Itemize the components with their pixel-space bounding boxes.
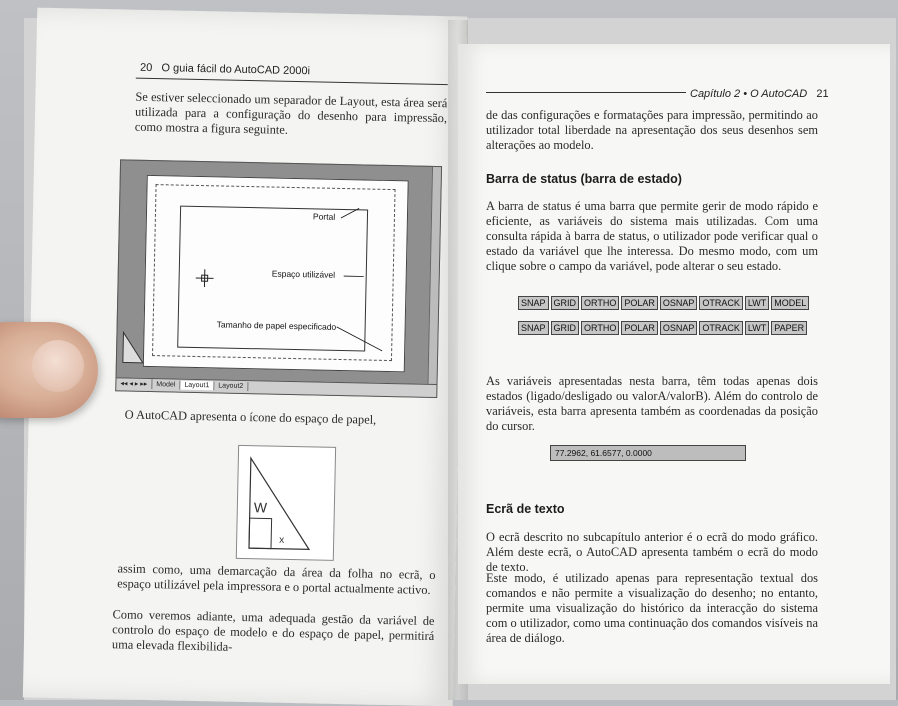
status-bar-paper bbox=[518, 321, 807, 335]
vertical-scrollbar[interactable] bbox=[427, 167, 441, 385]
left-paragraph-3: assim como, uma demarcação da área da folha no ecrã, o espaço utilizável pela impressora e o portal actualmente activo. bbox=[117, 561, 436, 598]
status-toggle-polar[interactable]: POLAR bbox=[621, 296, 658, 310]
tab-layout2[interactable]: Layout2 bbox=[214, 381, 248, 391]
label-portal: Portal bbox=[313, 211, 335, 221]
layout-tabs bbox=[116, 377, 436, 397]
left-page-header bbox=[140, 62, 310, 78]
tab-model[interactable]: Model bbox=[152, 380, 180, 390]
status-toggle-osnap[interactable]: OSNAP bbox=[660, 296, 698, 310]
right-page-number: 21 bbox=[816, 88, 828, 100]
left-page-number: 20 bbox=[140, 62, 152, 74]
status-toggle-otrack[interactable]: OTRACK bbox=[699, 296, 743, 310]
status-toggle-model[interactable]: MODEL bbox=[771, 296, 809, 310]
left-running-head: O guia fácil do AutoCAD 2000i bbox=[161, 62, 310, 77]
status-toggle-osnap[interactable]: OSNAP bbox=[660, 321, 698, 335]
label-tamanho: Tamanho de papel especificado bbox=[217, 319, 337, 332]
status-toggle-paper[interactable]: PAPER bbox=[771, 321, 807, 335]
right-paragraph-2: A barra de status é uma barra que permite gerir de modo rápido e eficiente, as variáveis do sistema mais utilizadas. Com uma consulta rápida à barra de status, o utilizador pode verificar qual o estado da variável que lhe interessa. Do mesmo modo, com um clique sobre o campo da variável, pode alterar o seu estado. bbox=[486, 199, 818, 274]
thumbnail bbox=[32, 340, 84, 392]
left-paragraph-2: O AutoCAD apresenta o ícone do espaço de papel, bbox=[125, 407, 437, 429]
coordinates-display: 77.2962, 61.6577, 0.0000 bbox=[550, 445, 746, 461]
right-header-rule bbox=[486, 92, 686, 93]
paper-space-icon bbox=[237, 446, 335, 560]
svg-text:x: x bbox=[279, 535, 284, 546]
status-toggle-polar[interactable]: POLAR bbox=[621, 321, 658, 335]
left-paragraph-4: Como veremos adiante, uma adequada gestão da variável de controlo do espaço de modelo e do espaço de papel, permitirá uma elevada flexibilida- bbox=[112, 607, 435, 659]
status-toggle-snap[interactable]: SNAP bbox=[518, 296, 549, 310]
status-toggle-snap[interactable]: SNAP bbox=[518, 321, 549, 335]
svg-text:W: W bbox=[254, 499, 268, 515]
status-toggle-lwt[interactable]: LWT bbox=[745, 321, 769, 335]
tab-layout1[interactable]: Layout1 bbox=[180, 381, 214, 391]
right-page bbox=[458, 44, 890, 684]
layout-figure bbox=[115, 159, 442, 398]
left-paragraph-1: Se estiver seleccionado um separador de Layout, esta área será utilizada para a configuração do desenho para impressão, como mostra a figura seguinte. bbox=[135, 90, 448, 142]
status-toggle-grid[interactable]: GRID bbox=[551, 321, 580, 335]
heading-text-screen: Ecrã de texto bbox=[486, 502, 565, 516]
status-bar-model bbox=[518, 296, 809, 310]
thumb bbox=[0, 322, 98, 418]
heading-status-bar: Barra de status (barra de estado) bbox=[486, 172, 682, 186]
right-paragraph-3: As variáveis apresentadas nesta barra, têm todas apenas dois estados (ligado/desligado ou valorA/valorB). Além do controlo de variáveis, esta barra apresenta também as coordenadas da posição do cursor. bbox=[486, 374, 818, 434]
paper-space-icon-figure bbox=[236, 445, 336, 561]
right-running-head: Capítulo 2 • O AutoCAD bbox=[690, 88, 807, 100]
status-toggle-ortho[interactable]: ORTHO bbox=[581, 321, 619, 335]
header-rule bbox=[136, 78, 448, 86]
status-toggle-otrack[interactable]: OTRACK bbox=[699, 321, 743, 335]
paper-space-small-icon bbox=[121, 330, 146, 364]
status-toggle-lwt[interactable]: LWT bbox=[745, 296, 769, 310]
label-espaco: Espaço utilizável bbox=[272, 269, 336, 280]
right-paragraph-4: O ecrã descrito no subcapítulo anterior é o ecrã do modo gráfico. Além deste ecrã, o AutoCAD apresenta também o ecrã do modo de texto. bbox=[486, 530, 818, 575]
tab-nav-arrows[interactable]: ◂◂ ◂ ▸ ▸▸ bbox=[116, 378, 152, 389]
right-page-header bbox=[690, 88, 829, 100]
right-paragraph-1: de das configurações e formatações para impressão, permitindo ao utilizador total liberdade na apresentação dos seus desenhos sem alterações ao modelo. bbox=[486, 108, 818, 153]
paper-sheet bbox=[143, 175, 409, 372]
status-toggle-grid[interactable]: GRID bbox=[551, 296, 580, 310]
right-paragraph-5: Este modo, é utilizado apenas para representação textual dos comandos e não permite a visualização do desenho; no entanto, permite uma visualização do histórico da interacção do sistema com o utilizador, como uma continuação dos comandos visíveis na área de diálogo. bbox=[486, 571, 818, 646]
leader-lines bbox=[144, 176, 408, 371]
status-toggle-ortho[interactable]: ORTHO bbox=[581, 296, 619, 310]
